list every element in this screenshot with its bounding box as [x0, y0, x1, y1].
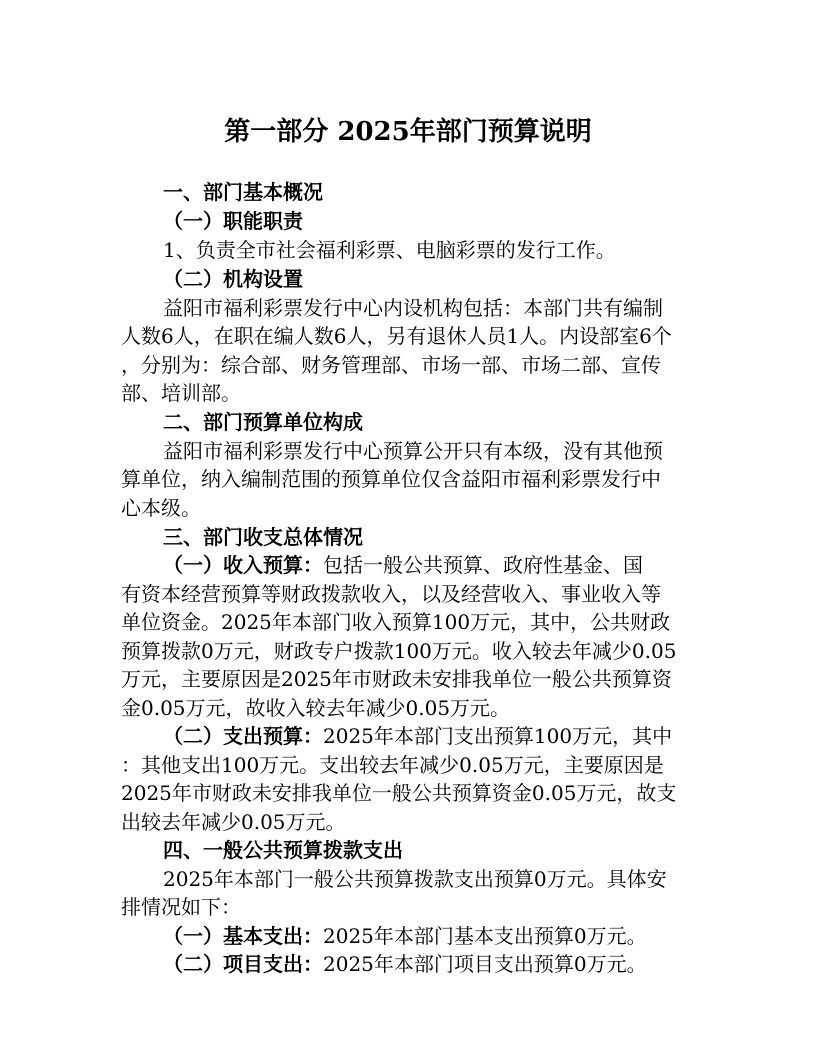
paragraph-line: 单位资金。2025年本部门收入预算100万元，其中，公共财政: [121, 610, 671, 634]
project-expense-label: （二）项目支出：: [163, 952, 323, 976]
basic-expense-text: 2025年本部门基本支出预算0万元。: [323, 924, 647, 948]
expense-label: （二）支出预算：: [163, 724, 323, 748]
paragraph-line: 排情况如下：: [121, 895, 241, 919]
paragraph-line: 出较去年减少0.05万元。: [121, 810, 346, 834]
paragraph-line: 算单位，纳入编制范围的预算单位仅含益阳市福利彩票发行中: [121, 467, 661, 491]
paragraph-line: 人数6人，在职在编人数6人，另有退休人员1人。内设部室6个: [121, 324, 672, 348]
income-label: （一）收入预算：: [163, 553, 323, 577]
subheading-duties: （一）职能职责: [163, 209, 303, 233]
paragraph-line: ，分别为：综合部、财务管理部、市场一部、市场二部、宣传: [121, 353, 661, 377]
paragraph-line: ：其他支出100万元。支出较去年减少0.05万元，主要原因是: [121, 753, 664, 777]
paragraph-line: 万元，主要原因是2025年市财政未安排我单位一般公共预算资: [121, 667, 672, 691]
expense-text: 2025年本部门支出预算100万元，其中: [323, 724, 673, 748]
paragraph-line: 预算拨款0万元，财政专户拨款100万元。收入较去年减少0.05: [121, 639, 677, 663]
paragraph-income-first: [163, 551, 643, 579]
paragraph-line: 益阳市福利彩票发行中心内设机构包括：本部门共有编制: [163, 296, 663, 320]
paragraph-expense-first: [163, 722, 672, 750]
paragraph-line: 部、培训部。: [121, 381, 241, 405]
paragraph-line: 2025年本部门一般公共预算拨款支出预算0万元。具体安: [163, 867, 667, 891]
paragraph-line: 心本级。: [121, 496, 201, 520]
project-expense-text: 2025年本部门项目支出预算0万元。: [323, 952, 647, 976]
paragraph-basic-expense: [163, 922, 647, 950]
page-title: 第一部分 2025年部门预算说明: [224, 117, 592, 147]
paragraph-project-expense: [163, 950, 647, 978]
section-heading-general-budget: 四、一般公共预算拨款支出: [163, 838, 403, 862]
basic-expense-label: （一）基本支出：: [163, 924, 323, 948]
section-heading-units: 二、部门预算单位构成: [163, 410, 363, 434]
income-text: 包括一般公共预算、政府性基金、国: [323, 553, 643, 577]
paragraph-duty: 1、负责全市社会福利彩票、电脑彩票的发行工作。: [163, 238, 616, 262]
section-heading-overview: 一、部门基本概况: [163, 180, 323, 204]
subheading-organization: （二）机构设置: [163, 267, 303, 291]
paragraph-line: 金0.05万元，故收入较去年减少0.05万元。: [121, 696, 511, 720]
paragraph-line: 2025年市财政未安排我单位一般公共预算资金0.05万元，故支: [121, 781, 677, 805]
paragraph-line: 益阳市福利彩票发行中心预算公开只有本级，没有其他预: [163, 439, 663, 463]
section-heading-budget: 三、部门收支总体情况: [163, 525, 363, 549]
paragraph-line: 有资本经营预算等财政拨款收入，以及经营收入、事业收入等: [121, 582, 661, 606]
